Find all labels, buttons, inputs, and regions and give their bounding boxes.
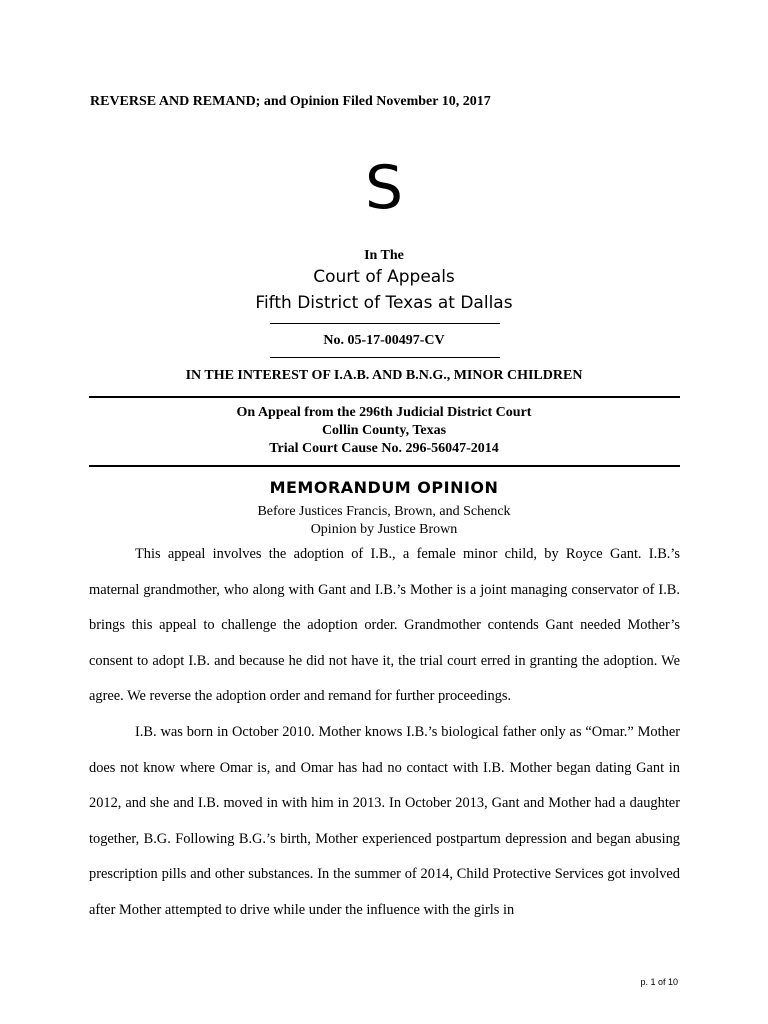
disposition-line: REVERSE AND REMAND; and Opinion Filed November 10, 2017: [90, 94, 491, 109]
opinion-body: [89, 537, 680, 929]
court-name: Court of Appeals: [313, 267, 455, 287]
court-seal-glyph: S: [364, 153, 404, 223]
trial-cause-number: Trial Court Cause No. 296-56047-2014: [269, 441, 499, 456]
justices-panel: Before Justices Francis, Brown, and Schenck: [257, 504, 511, 519]
appeal-origin: On Appeal from the 296th Judicial District Court: [236, 405, 532, 420]
case-number: No. 05-17-00497-CV: [323, 333, 445, 348]
appeal-county: Collin County, Texas: [321, 423, 447, 438]
in-the-heading: In The: [364, 248, 404, 263]
opinion-author: Opinion by Justice Brown: [310, 522, 458, 537]
body-paragraph: This appeal involves the adoption of I.B., a female minor child, by Royce Gant. I.B.’s maternal grandmother, who along with Gant and I.B.’s Mother is a joint managing conservator of I.B. brings this appeal to challenge the adoption order. Grandmother contends Gant needed Mother’s consent to adopt I.B. and because he did not have it, the trial court erred in granting the adoption. We agree. We reverse the adoption order and remand for further proceedings.: [89, 546, 680, 705]
court-district: Fifth District of Texas at Dallas: [255, 293, 513, 313]
opinion-title: MEMORANDUM OPINION: [269, 478, 499, 497]
case-style: IN THE INTEREST OF I.A.B. AND B.N.G., MINOR CHILDREN: [185, 368, 583, 383]
page-number: p. 1 of 10: [640, 977, 678, 987]
divider-rule: [270, 323, 500, 324]
body-paragraph: I.B. was born in October 2010. Mother knows I.B.’s biological father only as “Omar.” Mother does not know where Omar is, and Omar has had no contact with I.B. Mother began dating Gant in 2012, and she and I.B. moved in with him in 2013. In October 2013, Gant and Mother had a daughter together, B.G. Following B.G.’s birth, Mother experienced postpartum depression and began abusing prescription pills and other substances. In the summer of 2014, Child Protective Services got involved after Mother attempted to drive while under the influence with the girls in: [89, 723, 680, 918]
divider-rule: [270, 357, 500, 358]
divider-rule-long: [89, 396, 680, 398]
divider-rule-long: [89, 465, 680, 467]
